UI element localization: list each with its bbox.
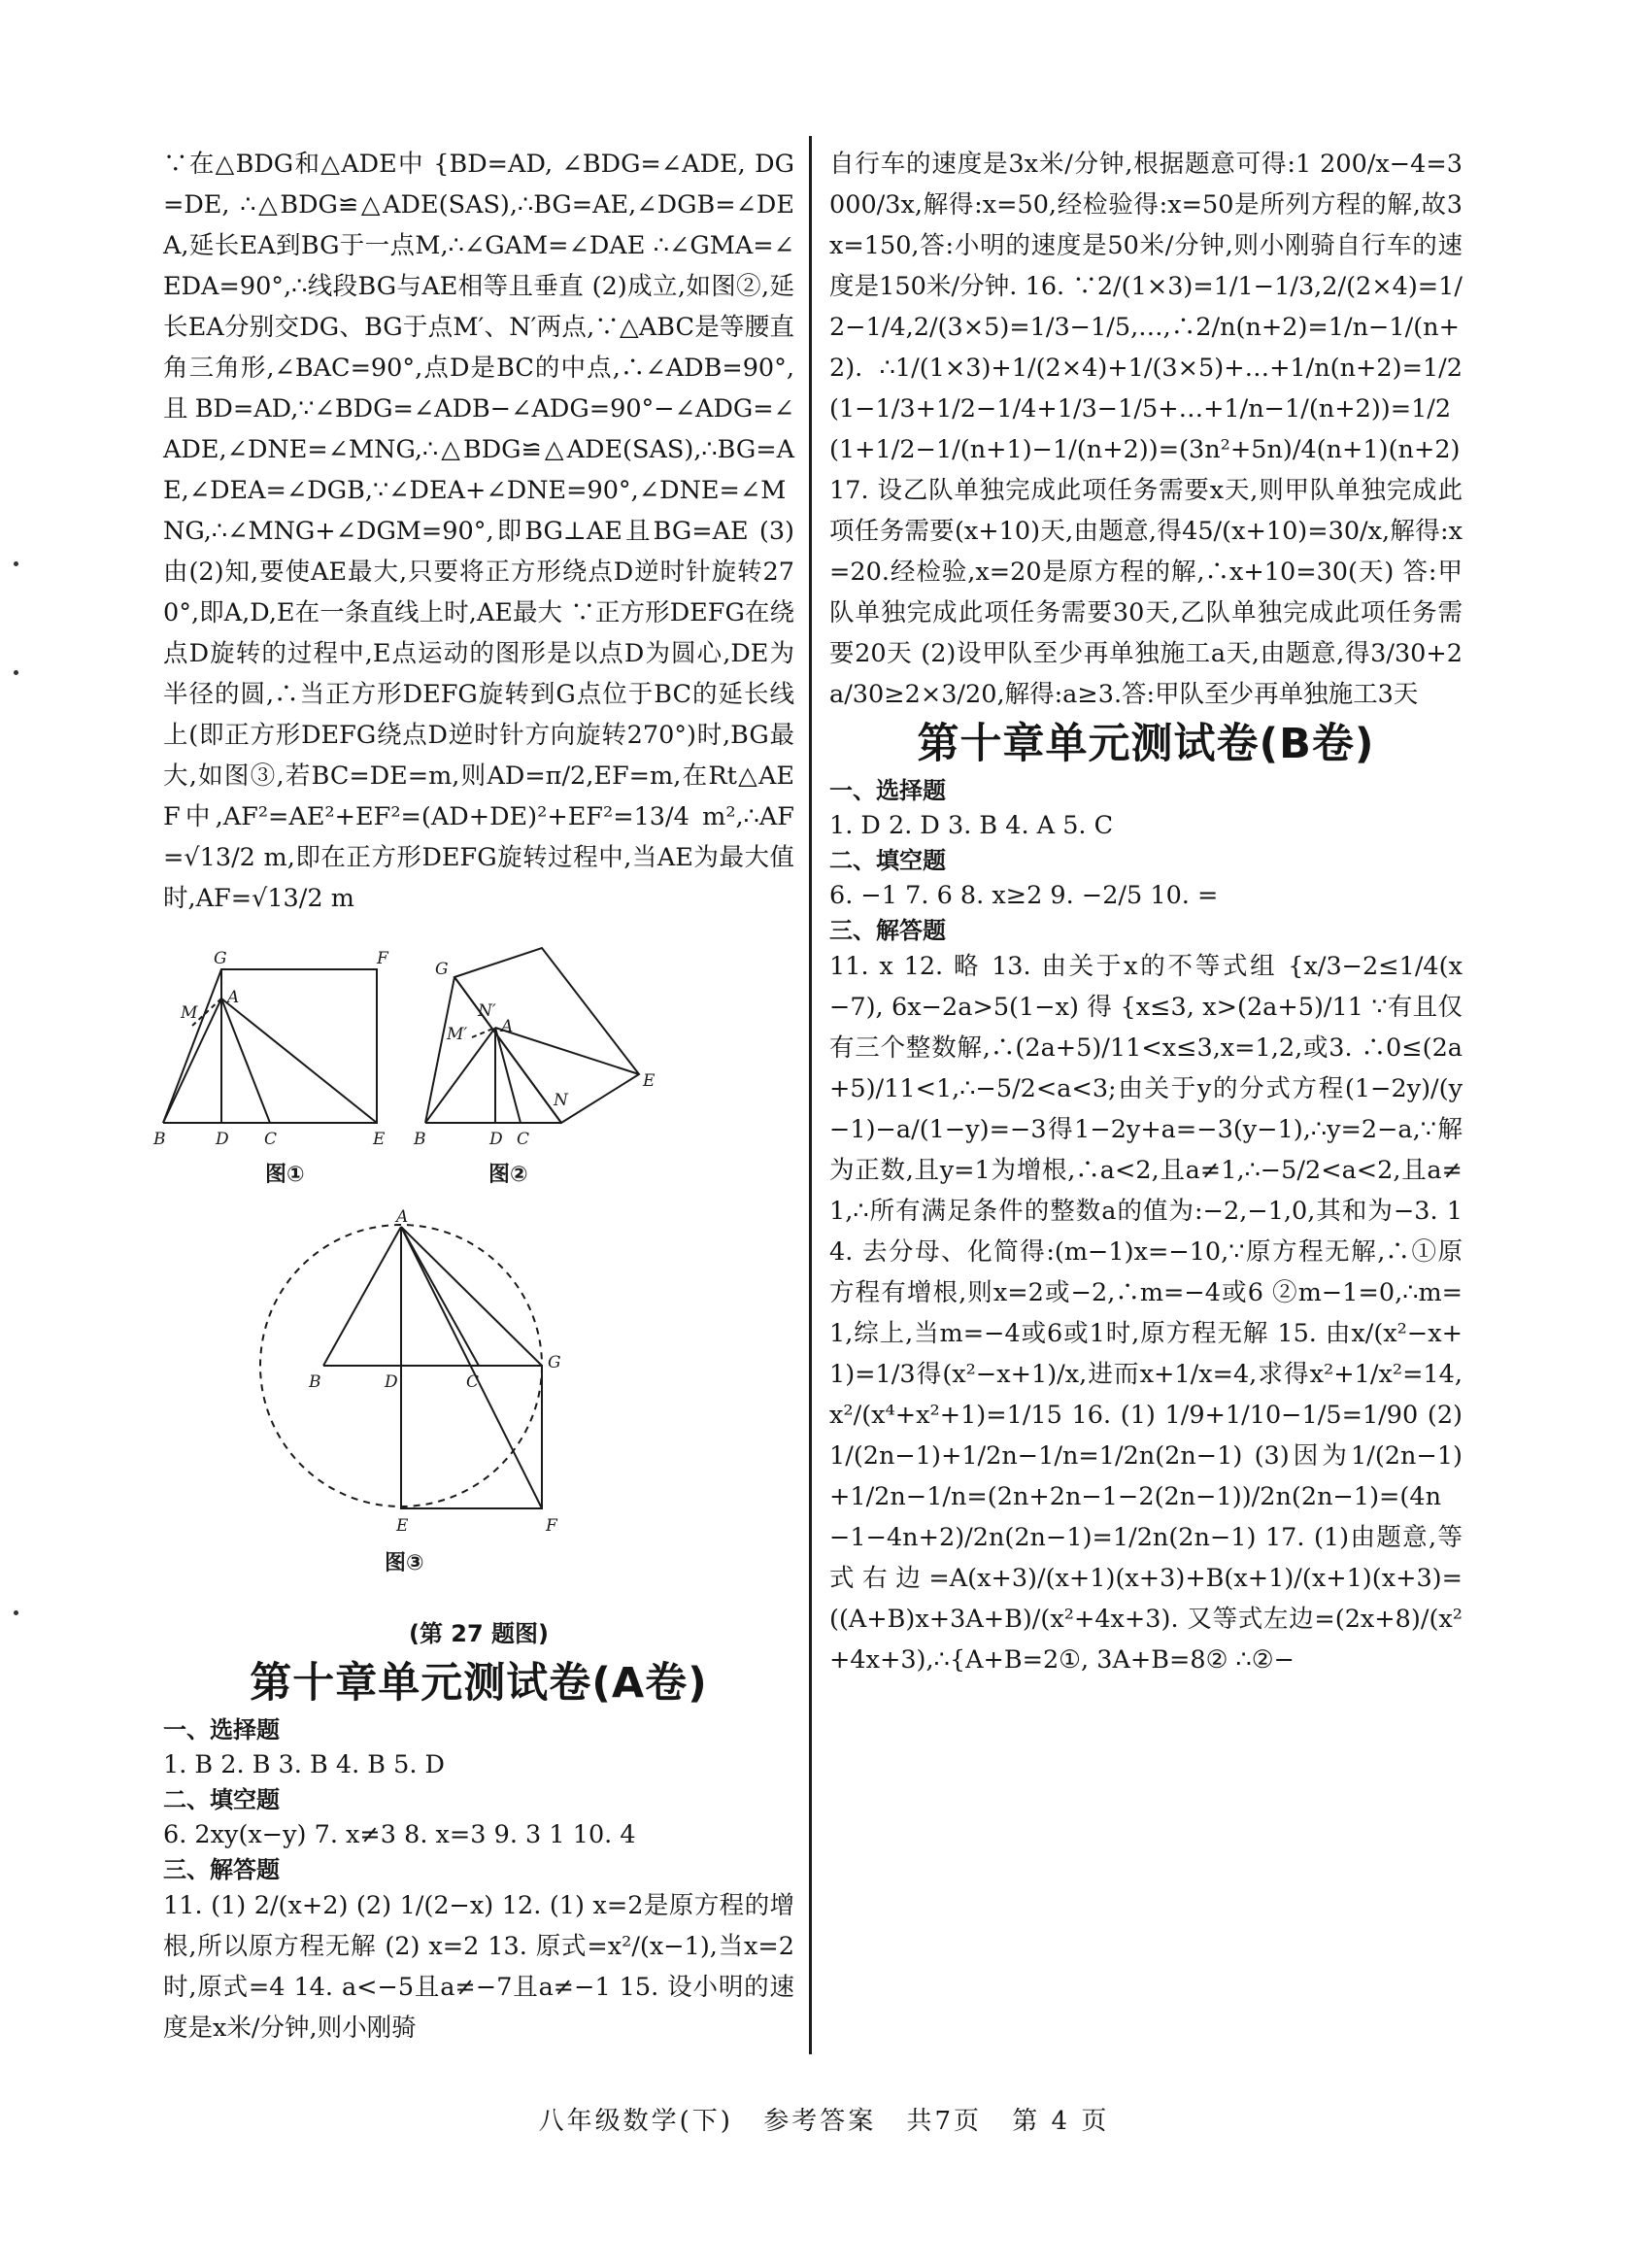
figure-3 — [260, 1225, 542, 1508]
figure-group-caption: (第 27 题图) — [408, 1620, 550, 1647]
margin-dot — [14, 1610, 18, 1615]
section-a-choice-answers: 1. B 2. B 3. B 4. B 5. D — [163, 1750, 446, 1779]
section-a-fill-answers: 6. 2xy(x−y) 7. x≠3 8. x=3 9. 3 1 10. 4 — [163, 1820, 636, 1849]
point-label: M′ — [447, 1025, 468, 1044]
figure-2-points — [413, 960, 656, 1149]
point-label: N — [554, 1091, 568, 1110]
section-a-title: 第十章单元测试卷(A卷) — [250, 1659, 708, 1708]
figure-1 — [163, 969, 377, 1123]
section-b-title: 第十章单元测试卷(B卷) — [917, 720, 1375, 768]
column-divider — [809, 136, 812, 2054]
figure-group-27 — [153, 931, 794, 1654]
point-label: E — [396, 1516, 409, 1536]
figure-1-points — [152, 949, 389, 1149]
point-label: C — [517, 1130, 530, 1149]
point-label: E — [643, 1071, 656, 1091]
point-label: B — [414, 1130, 426, 1149]
point-label: F — [377, 949, 388, 968]
point-label: B — [153, 1130, 166, 1149]
geometry-figures — [153, 931, 794, 1630]
section-a-solutions: 11. (1) 2/(x+2) (2) 1/(2−x) 12. (1) x=2是原方程的增根,所以原方程无解 (2) x=2 13. 原式=x²/(x−1),当x=2时,原式=4 14. a<−5且a≠−7且a≠−1 15. 设小明的速度是x米/分钟,则小刚骑 — [163, 1891, 794, 2043]
point-label: A — [227, 988, 240, 1007]
section-a-head-solve: 三、解答题 — [163, 1856, 280, 1883]
figure-3-points — [308, 1207, 561, 1536]
point-label: A — [501, 1017, 514, 1036]
solution-15-17-text: 自行车的速度是3x米/分钟,根据题意可得:1 200/x−4=3 000/3x,解得:x=50,经检验得:x=50是所列方程的解,故3x=150,答:小明的速度是50米/分钟,则小刚骑自行车的速度是150米/分钟. 16. ∵2/(1×3)=1/1−1/3,2/(2×4)=1/2−1/4,2/(3×5)=1/3−1/5,…,∴2/n(n+2)=1/n−1/(n+2). ∴1/(1×3)+1/(2×4)+1/(3×5)+…+1/n(n+2)=1/2(1−1/3+1/2−1/4+1/3−1/5+…+1/n−1/(n+2))=1/2(1+1/2−1/(n+1)−1/(n+2))=(3n²+5n)/4(n+1)(n+2) 17. 设乙队单独完成此项任务需要x天,则甲队单独完成此项任务需要(x+10)天,由题意,得45/(x+10)=30/x,解得:x=20.经检验,x=20是原方程的解,∴x+10=30(天) 答:甲队单独完成此项任务需要30天,乙队单独完成此项任务需要20天 (2)设甲队至少再单独施工a天,由题意,得3/30+2a/30≥2×3/20,解得:a≥3.答:甲队至少再单独施工3天 — [829, 150, 1471, 709]
margin-dot — [14, 670, 18, 675]
point-label: C — [466, 1372, 480, 1392]
point-label: D — [216, 1130, 229, 1149]
page-footer — [0, 2101, 1648, 2137]
section-b-head-choice: 一、选择题 — [829, 777, 946, 804]
footer-subject: 八年级数学(下) — [538, 2107, 733, 2136]
point-label: D — [489, 1130, 503, 1149]
margin-dot — [14, 561, 18, 566]
section-b-solutions: 11. x 12. 略 13. 由关于x的不等式组 {x/3−2≤1/4(x−7), 6x−2a>5(1−x) 得 {x≤3, x>(2a+5)/11 ∵有且仅有三个整数解,∴(2a+5)/11<x≤3,x=1,2,或3. ∴0≤(2a+5)/11<1,∴−5/2<a<3;由关于y的分式方程(1−2y)/(y−1)−a/(1−y)=−3得1−2y+a=−3(y−1),∴y=2−a,∵解为正数,且y=1为增根,∴a<2,且a≠1,∴−5/2<a<2,且a≠1,∴所有满足条件的整数a的值为:−2,−1,0,其和为−3. 14. 去分母、化简得:(m−1)x=−10,∵原方程无解,∴①原方程有增根,则x=2或−2,∴m=−4或6 ②m−1=0,∴m=1,综上,当m=−4或6或1时,原方程无解 15. 由x/(x²−x+1)=1/3得(x²−x+1)/x,进而x+1/x=4,求得x²+1/x²=14,x²/(x⁴+x²+1)=1/15 16. (1) 1/9+1/10−1/5=1/90 (2) 1/(2n−1)+1/2n−1/n=1/2n(2n−1) (3)因为1/(2n−1)+1/2n−1/n=(2n+2n−1−2(2n−1))/2n(2n−1)=(4n−1−4n+2)/2n(2n−1)=1/2n(2n−1) 17. (1)由题意,等式右边=A(x+3)/(x+1)(x+3)+B(x+1)/(x+1)(x+3)=((A+B)x+3A+B)/(x²+4x+3). 又等式左边=(2x+8)/(x²+4x+3),∴{A+B=2①, 3A+B=8② ∴②− — [829, 952, 1471, 1675]
figure-2-caption: 图② — [488, 1163, 528, 1187]
point-label: N′ — [478, 1001, 496, 1021]
section-b-head-fill: 二、填空题 — [829, 847, 946, 874]
footer-total-pages: 共7页 — [906, 2107, 983, 2136]
section-b-head-solve: 三、解答题 — [829, 917, 946, 944]
solution-27-text: ∵在△BDG和△ADE中 {BD=AD, ∠BDG=∠ADE, DG=DE, ∴△BDG≌△ADE(SAS),∴BG=AE,∠DGB=∠DEA,延长EA到BG于一点M,∴∠GAM=∠DAE ∴∠GMA=∠EDA=90°,∴线段BG与AE相等且垂直 (2)成立,如图②,延长EA分别交DG、BG于点M′、N′两点,∵△ABC是等腰直角三角形,∠BAC=90°,点D是BC的中点,∴∠ADB=90°,且BD=AD,∵∠BDG=∠ADB−∠ADG=90°−∠ADG=∠ADE,∠DNE=∠MNG,∴△BDG≌△ADE(SAS),∴BG=AE,∠DEA=∠DGB,∵∠DEA+∠DNE=90°,∠DNE=∠MNG,∴∠MNG+∠DGM=90°,即BG⊥AE且BG=AE (3)由(2)知,要使AE最大,只要将正方形绕点D逆时针旋转270°,即A,D,E在一条直线上时,AE最大 ∵正方形DEFG在绕点D旋转的过程中,E点运动的图形是以点D为圆心,DE为半径的圆,∴当正方形DEFG旋转到G点位于BC的延长线上(即正方形DEFG绕点D逆时针方向旋转270°)时,BG最大,如图③,若BC=DE=m,则AD=π/2,EF=m,在Rt△AEF中,AF²=AE²+EF²=(AD+DE)²+EF²=13/4 m²,∴AF=√13/2 m,即在正方形DEFG旋转过程中,当AE为最大值时,AF=√13/2 m — [163, 150, 794, 913]
figure-1-caption: 图① — [265, 1163, 305, 1187]
section-b-choice-answers: 1. D 2. D 3. B 4. A 5. C — [829, 811, 1114, 840]
point-label: G — [548, 1353, 561, 1372]
section-a-head-choice: 一、选择题 — [163, 1716, 280, 1743]
point-label: G — [435, 960, 449, 979]
point-label: M — [181, 1003, 198, 1023]
footer-label: 参考答案 — [763, 2107, 877, 2136]
right-column — [829, 144, 1471, 1680]
point-label: C — [264, 1130, 278, 1149]
point-label: D — [385, 1372, 398, 1392]
section-b-fill-answers: 6. −1 7. 6 8. x≥2 9. −2/5 10. = — [829, 881, 1219, 910]
left-column — [153, 144, 794, 2048]
figure-3-caption: 图③ — [385, 1551, 424, 1575]
point-label: F — [546, 1516, 557, 1536]
point-label: E — [373, 1130, 386, 1149]
point-label: G — [214, 949, 227, 968]
section-a-head-fill: 二、填空题 — [163, 1786, 280, 1813]
point-label: B — [309, 1372, 321, 1392]
point-label: A — [396, 1207, 409, 1227]
footer-page-number: 第 4 页 — [1012, 2107, 1110, 2136]
